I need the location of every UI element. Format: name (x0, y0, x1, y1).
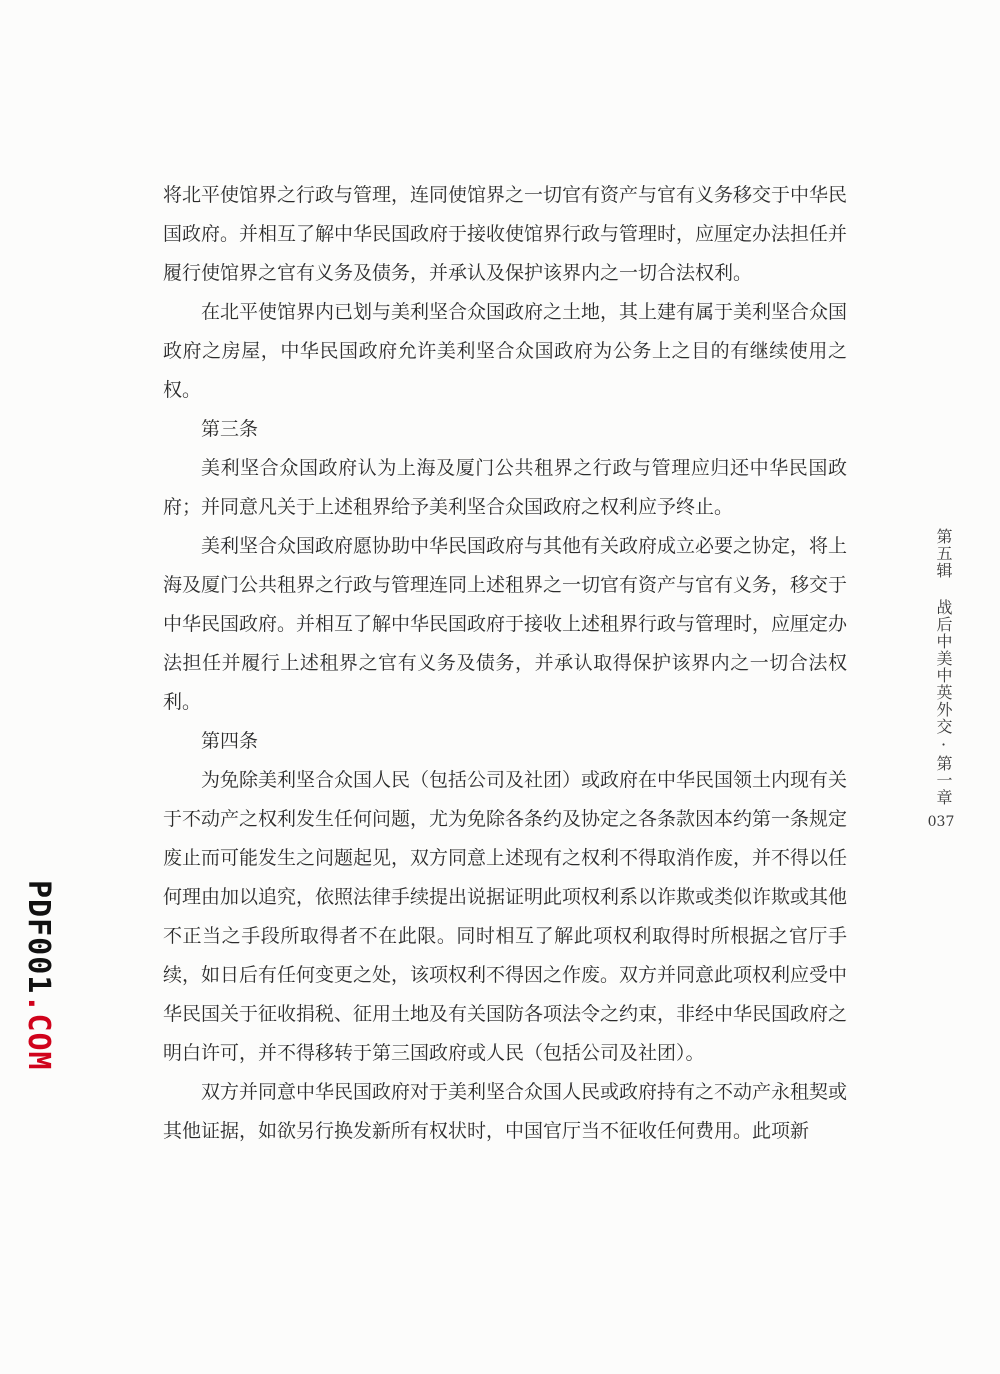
watermark-prefix: PDF001 (21, 880, 56, 995)
page-number: 037 (927, 814, 955, 830)
body-text (163, 176, 847, 1151)
paragraph: 为免除美利坚合众国人民（包括公司及社团）或政府在中华民国领土内现有关于不动产之权利发生任何问题，尤为免除各条约及协定之各条款因本约第一条规定废止而可能发生之问题起见，双方同意上述现有之权利不得取消作废，并不得以任何理由加以追究，依照法律手续提出说据证明此项权利系以诈欺或类似诈欺或其他不正当之手段所取得者不在此限。同时相互了解此项权利取得时所根据之官厅手续，如日后有任何变更之处，该项权利不得因之作废。双方并同意此项权利应受中华民国关于征收捐税、征用土地及有关国防各项法令之约束，非经中华民国政府之明白许可，并不得移转于第三国政府或人民（包括公司及社团）。 (163, 769, 848, 1064)
paragraph: 在北平使馆界内已划与美利坚合众国政府之土地，其上建有属于美利坚合众国政府之房屋，中华民国政府允许美利坚合众国政府为公务上之目的有继续使用之权。 (163, 301, 848, 401)
paragraph: 美利坚合众国政府认为上海及厦门公共租界之行政与管理应归还中华民国政府；并同意凡关于上述租界给予美利坚合众国政府之权利应予终止。 (163, 457, 847, 518)
paragraph: 美利坚合众国政府愿协助中华民国政府与其他有关政府成立必要之协定，将上海及厦门公共租界之行政与管理连同上述租界之一切官有资产与官有义务，移交于中华民国政府。并相互了解中华民国政府于接收上述租界行政与管理时，应厘定办法担任并履行上述租界之官有义务及债务，并承认取得保护该界内之一切合法权利。 (163, 535, 848, 713)
watermark-suffix: COM (21, 1013, 56, 1071)
watermark-dot: . (21, 994, 56, 1014)
article-heading-3: 第三条 (201, 418, 259, 440)
paragraph: 双方并同意中华民国政府对于美利坚合众国人民或政府持有之不动产永租契或其他证据，如欲另行换发新所有权状时，中国官厅当不征收任何费用。此项新 (163, 1081, 848, 1142)
running-header: 第五辑 战后中美中英外交·第一章 (934, 528, 953, 806)
article-heading-4: 第四条 (201, 730, 259, 752)
watermark-logo (16, 880, 56, 1070)
paragraph-continuation: 将北平使馆界之行政与管理，连同使馆界之一切官有资产与官有义务移交于中华民国政府。并相互了解中华民国政府于接收使馆界行政与管理时，应厘定办法担任并履行使馆界之官有义务及债务，并承认及保护该界内之一切合法权利。 (163, 184, 848, 284)
